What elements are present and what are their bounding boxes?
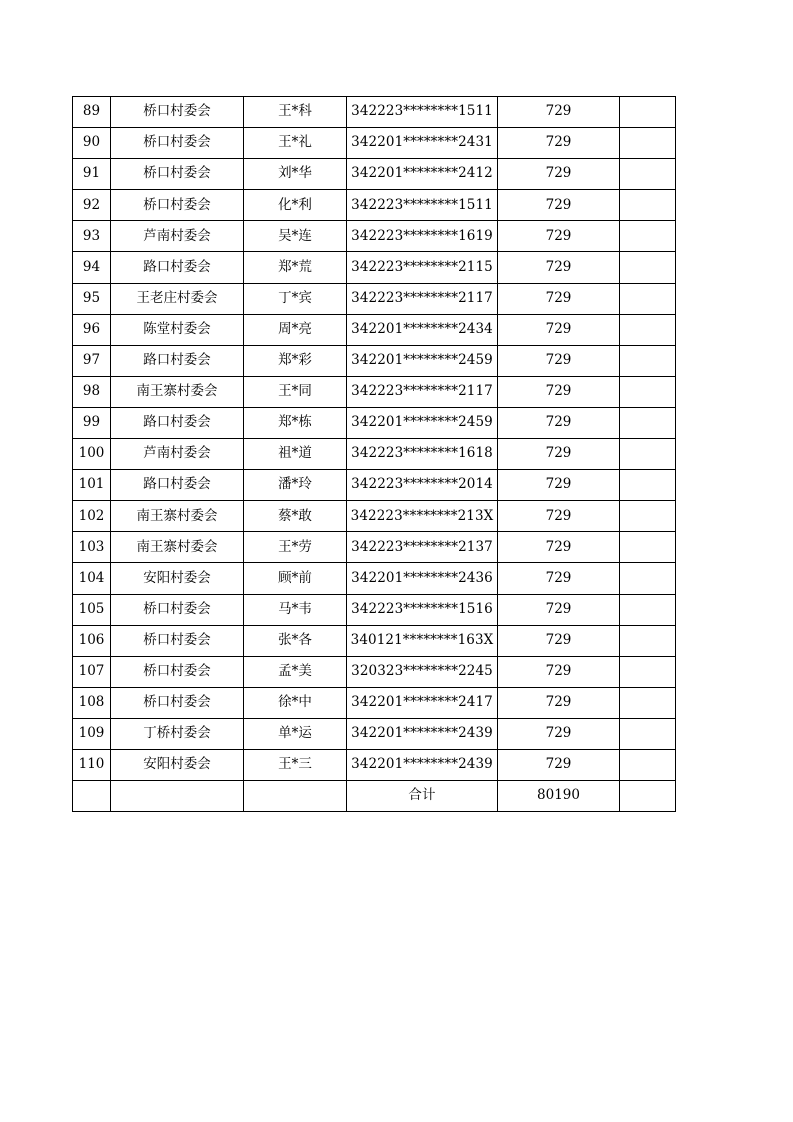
amount-cell: 729 (498, 190, 620, 221)
table-body (73, 97, 676, 812)
total-label: 合计 (347, 781, 498, 812)
amount-cell: 729 (498, 345, 620, 376)
amount-cell: 729 (498, 563, 620, 594)
total-row-village-cell (111, 781, 244, 812)
village-name-cell: 桥口村委会 (111, 687, 244, 718)
person-name-cell: 徐*中 (244, 687, 347, 718)
table-row (73, 345, 676, 376)
total-row (73, 781, 676, 812)
note-cell (620, 532, 676, 563)
id-number-cell: 342201********2459 (347, 407, 498, 438)
village-name-cell: 桥口村委会 (111, 594, 244, 625)
amount-cell: 729 (498, 687, 620, 718)
row-number-cell: 92 (73, 190, 111, 221)
person-name-cell: 王*劳 (244, 532, 347, 563)
village-name-cell: 安阳村委会 (111, 749, 244, 780)
amount-cell: 729 (498, 749, 620, 780)
amount-cell: 729 (498, 97, 620, 128)
id-number-cell: 342223********2117 (347, 283, 498, 314)
amount-cell: 729 (498, 470, 620, 501)
person-name-cell: 潘*玲 (244, 470, 347, 501)
village-name-cell: 芦南村委会 (111, 439, 244, 470)
row-number-cell: 104 (73, 563, 111, 594)
person-name-cell: 顾*前 (244, 563, 347, 594)
id-number-cell: 342201********2459 (347, 345, 498, 376)
village-name-cell: 桥口村委会 (111, 625, 244, 656)
table-row (73, 532, 676, 563)
person-name-cell: 郑*栋 (244, 407, 347, 438)
note-cell (620, 563, 676, 594)
person-name-cell: 张*各 (244, 625, 347, 656)
table-row (73, 439, 676, 470)
amount-cell: 729 (498, 252, 620, 283)
village-name-cell: 王老庄村委会 (111, 283, 244, 314)
person-name-cell: 王*三 (244, 749, 347, 780)
note-cell (620, 687, 676, 718)
table-row (73, 749, 676, 780)
note-cell (620, 749, 676, 780)
total-amount: 80190 (498, 781, 620, 812)
note-cell (620, 190, 676, 221)
note-cell (620, 439, 676, 470)
note-cell (620, 594, 676, 625)
person-name-cell: 丁*宾 (244, 283, 347, 314)
amount-cell: 729 (498, 283, 620, 314)
id-number-cell: 342201********2412 (347, 159, 498, 190)
id-number-cell: 342201********2439 (347, 749, 498, 780)
note-cell (620, 470, 676, 501)
id-number-cell: 342223********1618 (347, 439, 498, 470)
village-name-cell: 路口村委会 (111, 470, 244, 501)
note-cell (620, 314, 676, 345)
person-name-cell: 刘*华 (244, 159, 347, 190)
table-row (73, 625, 676, 656)
person-name-cell: 蔡*敢 (244, 501, 347, 532)
table-row (73, 470, 676, 501)
amount-cell: 729 (498, 376, 620, 407)
table-row (73, 283, 676, 314)
id-number-cell: 342223********2115 (347, 252, 498, 283)
row-number-cell: 90 (73, 128, 111, 159)
id-number-cell: 342201********2431 (347, 128, 498, 159)
total-row-note-cell (620, 781, 676, 812)
person-name-cell: 马*韦 (244, 594, 347, 625)
person-name-cell: 王*科 (244, 97, 347, 128)
village-name-cell: 路口村委会 (111, 407, 244, 438)
row-number-cell: 101 (73, 470, 111, 501)
note-cell (620, 407, 676, 438)
person-name-cell: 王*同 (244, 376, 347, 407)
person-name-cell: 周*亮 (244, 314, 347, 345)
table-row (73, 687, 676, 718)
id-number-cell: 342201********2436 (347, 563, 498, 594)
person-name-cell: 单*运 (244, 718, 347, 749)
total-row-no-cell (73, 781, 111, 812)
amount-cell: 729 (498, 221, 620, 252)
table-row (73, 501, 676, 532)
table-row (73, 128, 676, 159)
person-name-cell: 祖*道 (244, 439, 347, 470)
table-row (73, 376, 676, 407)
row-number-cell: 107 (73, 656, 111, 687)
note-cell (620, 501, 676, 532)
amount-cell: 729 (498, 128, 620, 159)
table-row (73, 718, 676, 749)
id-number-cell: 342223********2117 (347, 376, 498, 407)
id-number-cell: 320323********2245 (347, 656, 498, 687)
note-cell (620, 656, 676, 687)
row-number-cell: 96 (73, 314, 111, 345)
note-cell (620, 128, 676, 159)
village-name-cell: 南王寨村委会 (111, 532, 244, 563)
note-cell (620, 97, 676, 128)
row-number-cell: 99 (73, 407, 111, 438)
village-name-cell: 路口村委会 (111, 252, 244, 283)
amount-cell: 729 (498, 718, 620, 749)
amount-cell: 729 (498, 625, 620, 656)
row-number-cell: 98 (73, 376, 111, 407)
row-number-cell: 102 (73, 501, 111, 532)
row-number-cell: 94 (73, 252, 111, 283)
table-row (73, 252, 676, 283)
row-number-cell: 106 (73, 625, 111, 656)
amount-cell: 729 (498, 501, 620, 532)
id-number-cell: 342223********2137 (347, 532, 498, 563)
row-number-cell: 93 (73, 221, 111, 252)
village-name-cell: 路口村委会 (111, 345, 244, 376)
beneficiary-table (72, 96, 676, 812)
row-number-cell: 110 (73, 749, 111, 780)
table-row (73, 407, 676, 438)
id-number-cell: 342201********2434 (347, 314, 498, 345)
id-number-cell: 342223********1511 (347, 190, 498, 221)
village-name-cell: 丁桥村委会 (111, 718, 244, 749)
amount-cell: 729 (498, 656, 620, 687)
row-number-cell: 95 (73, 283, 111, 314)
row-number-cell: 105 (73, 594, 111, 625)
village-name-cell: 桥口村委会 (111, 190, 244, 221)
row-number-cell: 97 (73, 345, 111, 376)
person-name-cell: 孟*美 (244, 656, 347, 687)
note-cell (620, 252, 676, 283)
person-name-cell: 化*利 (244, 190, 347, 221)
person-name-cell: 吴*连 (244, 221, 347, 252)
id-number-cell: 342201********2439 (347, 718, 498, 749)
table-row (73, 563, 676, 594)
note-cell (620, 625, 676, 656)
person-name-cell: 王*礼 (244, 128, 347, 159)
table-row (73, 97, 676, 128)
id-number-cell: 342223********1511 (347, 97, 498, 128)
village-name-cell: 南王寨村委会 (111, 501, 244, 532)
amount-cell: 729 (498, 314, 620, 345)
id-number-cell: 342223********2014 (347, 470, 498, 501)
table-row (73, 314, 676, 345)
table-row (73, 159, 676, 190)
village-name-cell: 陈堂村委会 (111, 314, 244, 345)
village-name-cell: 芦南村委会 (111, 221, 244, 252)
note-cell (620, 221, 676, 252)
person-name-cell: 郑*彩 (244, 345, 347, 376)
id-number-cell: 340121********163X (347, 625, 498, 656)
table-row (73, 656, 676, 687)
amount-cell: 729 (498, 532, 620, 563)
row-number-cell: 108 (73, 687, 111, 718)
total-row-name-cell (244, 781, 347, 812)
id-number-cell: 342201********2417 (347, 687, 498, 718)
id-number-cell: 342223********1619 (347, 221, 498, 252)
note-cell (620, 718, 676, 749)
village-name-cell: 桥口村委会 (111, 159, 244, 190)
village-name-cell: 安阳村委会 (111, 563, 244, 594)
village-name-cell: 桥口村委会 (111, 128, 244, 159)
row-number-cell: 91 (73, 159, 111, 190)
table-row (73, 594, 676, 625)
note-cell (620, 345, 676, 376)
note-cell (620, 283, 676, 314)
amount-cell: 729 (498, 159, 620, 190)
village-name-cell: 桥口村委会 (111, 656, 244, 687)
amount-cell: 729 (498, 407, 620, 438)
amount-cell: 729 (498, 594, 620, 625)
id-number-cell: 342223********213X (347, 501, 498, 532)
id-number-cell: 342223********1516 (347, 594, 498, 625)
table-row (73, 221, 676, 252)
table-row (73, 190, 676, 221)
village-name-cell: 桥口村委会 (111, 97, 244, 128)
note-cell (620, 376, 676, 407)
row-number-cell: 89 (73, 97, 111, 128)
row-number-cell: 109 (73, 718, 111, 749)
village-name-cell: 南王寨村委会 (111, 376, 244, 407)
person-name-cell: 郑*荒 (244, 252, 347, 283)
row-number-cell: 103 (73, 532, 111, 563)
amount-cell: 729 (498, 439, 620, 470)
note-cell (620, 159, 676, 190)
row-number-cell: 100 (73, 439, 111, 470)
